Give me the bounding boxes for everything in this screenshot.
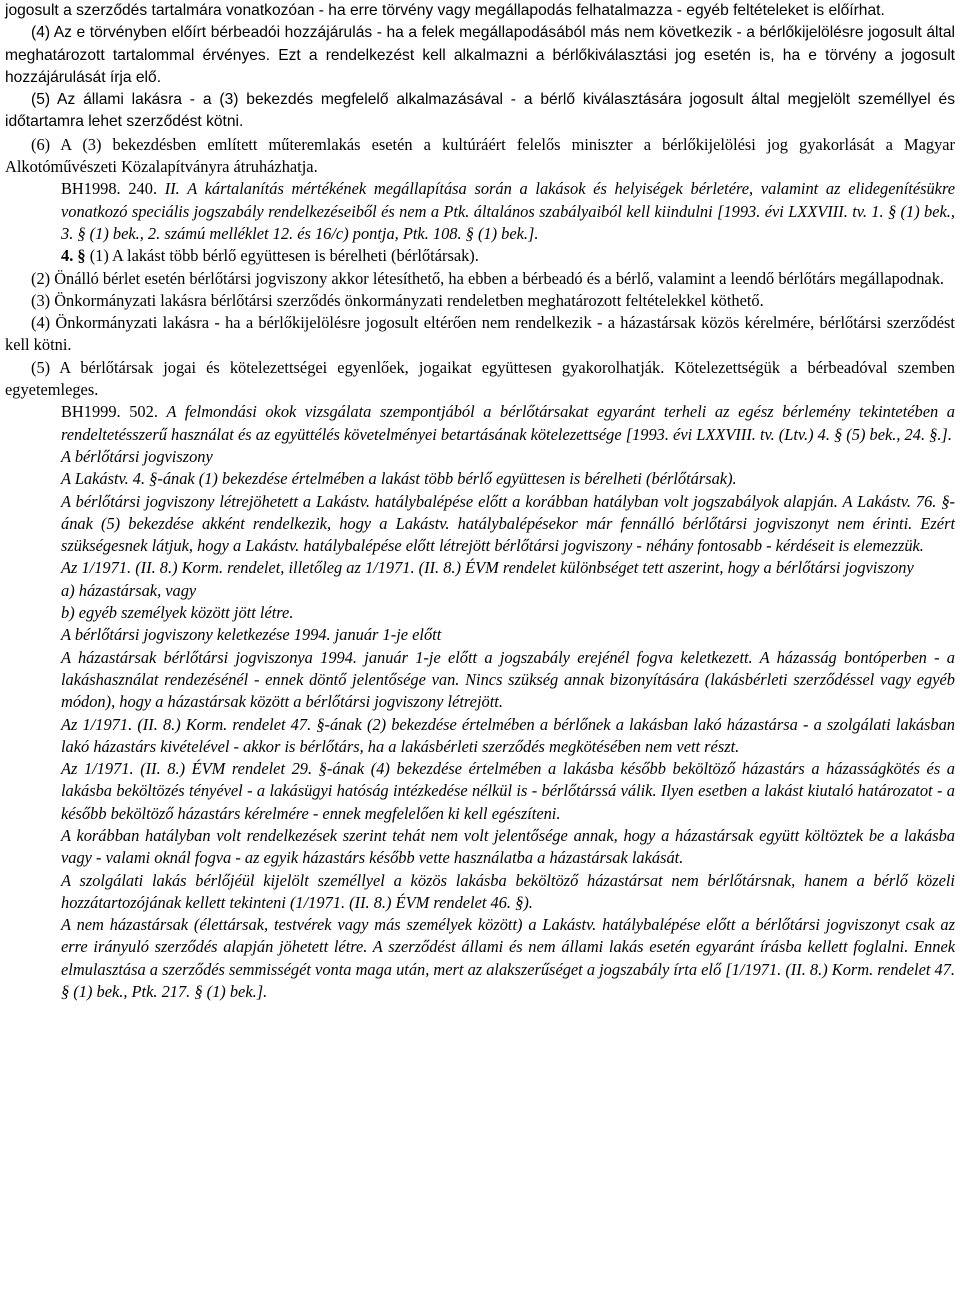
- court-decision-bh1999-502: [5, 401, 955, 446]
- section-4-paragraph-3: (3) Önkormányzati lakásra bérlőtársi szerződés önkormányzati rendeletben meghatározott feltételekkel köthető.: [31, 290, 764, 310]
- commentary-paragraph: Az 1/1971. (II. 8.) ÉVM rendelet 29. §-ának (4) bekezdése értelmében a lakásba később beköltöző házastárs a házasságkötés és a lakásba beköltözés tényével - a lakásügyi hatóság intézkedése nélkül is - bérlőtárssá válik. Ilyen esetben a lakást kiutaló határozatot - a később beköltöző házastárs kérelmére - ennek megfelelően ki kell egészíteni.: [61, 759, 955, 823]
- court-decision-reference: BH1999. 502.: [61, 402, 158, 422]
- section-4-paragraph-4: (4) Önkormányzati lakásra - ha a bérlőkijelölésre jogosult eltérően nem rendelkezik - a házastársak közös kérelmére, bérlőtársi szerződést kell kötni.: [5, 313, 955, 355]
- commentary-subheading: A bérlőtársi jogviszony keletkezése 1994. január 1-je előtt: [61, 625, 442, 645]
- section-4-paragraph-1: (1) A lakást több bérlő együttesen is bérelheti (bérlőtársak).: [89, 246, 479, 266]
- paragraph-section-3-6: (6) A (3) bekezdésben említett műteremlakás esetén a kultúráért felelős miniszter a bérlőkijelölési jog gyakorlását a Magyar Alkotóművészeti Közalapítványra átruházhatja.: [5, 134, 955, 177]
- document-page: [5, 0, 955, 1003]
- court-decision-bh1998-240: [5, 178, 955, 245]
- court-decision-text: A felmondási okok vizsgálata szempontjából a bérlőtársakat egyaránt terheli az egész bérlemény tekintetében a rendeltetésszerű használat és az együttélés követelményei betartásának kötelezettsége [1993. évi LXXVIII. tv. (Ltv.) 4. § (5) bek., 24. §.].: [61, 402, 955, 444]
- commentary-paragraph: Az 1/1971. (II. 8.) Korm. rendelet 47. §-ának (2) bekezdése értelmében a bérlőnek a lakásban lakó házastársa - a szolgálati lakásban lakó házastárs kivételével - akkor is bérlőtárs, ha a lakásbérleti szerződés megkötésében nem vett részt.: [61, 714, 955, 756]
- paragraph-continuation: jogosult a szerződés tartalmára vonatkozóan - ha erre törvény vagy megállapodás felhatalmazza - egyéb feltételeket is előírhat.: [5, 2, 885, 19]
- paragraph-section-3-5: (5) Az állami lakásra - a (3) bekezdés megfelelő alkalmazásával - a bérlő kiválasztására jogosult által megjelölt személlyel és időtartamra lehet szerződést kötni.: [5, 91, 955, 131]
- commentary-paragraph: A bérlőtársi jogviszony létrejöhetett a Lakástv. hatálybalépése előtt a korábban hatályban volt jogszabályok alapján. A Lakástv. 76. §-ának (5) bekezdése akként rendelkezik, hogy a Lakástv. hatálybalépésekor már fennálló bérlőtársi jogviszonyt nem érinti. Ezért szükségesnek látjuk, hogy a Lakástv. hatálybalépése előtt létrejött bérlőtársi jogviszony - néhány fontosabb - kérdéseit is elemezzük.: [61, 491, 955, 556]
- commentary-paragraph: A szolgálati lakás bérlőjéül kijelölt személlyel a közös lakásba beköltöző házastársat nem bérlőtársnak, hanem a bérlő közeli hozzátartozójának kellett tekinteni (1/1971. (II. 8.) ÉVM rendelet 46. §).: [61, 870, 955, 912]
- commentary-paragraph: Az 1/1971. (II. 8.) Korm. rendelet, illetőleg az 1/1971. (II. 8.) ÉVM rendelet különbséget tett aszerint, hogy a bérlőtársi jogviszony: [61, 558, 914, 578]
- commentary-paragraph: A házastársak bérlőtársi jogviszonya 1994. január 1-je előtt a jogszabály erejénél fogva keletkezett. A házasság bontóperben - a lakáshasználat rendezésénél - ennek döntő jelentősége van. Nincs szükség annak bizonyítására (lakásbérleti szerződéssel vagy egyéb módon), hogy a házastársak között a bérlőtársi jogviszony létrejött.: [61, 647, 955, 712]
- section-number: 4. §: [61, 246, 86, 266]
- commentary-heading: A bérlőtársi jogviszony: [61, 446, 213, 466]
- section-4-heading-line: [5, 245, 955, 267]
- commentary-paragraph: A korábban hatályban volt rendelkezések szerint tehát nem volt jelentősége annak, hogy a házastársak együtt költöztek be a lakásba vagy - valami oknál fogva - az egyik házastárs később vette használatba a házastársak lakását.: [61, 825, 955, 868]
- commentary-list-item: a) házastársak, vagy: [61, 580, 197, 600]
- commentary-paragraph: A Lakástv. 4. §-ának (1) bekezdése értelmében a lakást több bérlő együttesen is bérelheti (bérlőtársak).: [61, 469, 737, 489]
- court-decision-reference: BH1998. 240.: [61, 179, 158, 199]
- commentary-paragraph: A nem házastársak (élettársak, testvérek vagy más személyek között) a Lakástv. hatálybalépése előtt a bérlőtársi jogviszonyt csak az erre irányuló szerződés alapján jöhetett létre. A szerződést állami és nem állami lakás esetén egyaránt írásba kellett foglalni. Ennek elmulasztása a szerződés semmisségét vonta maga után, mert az alakszerűséget a jogszabály írta elő [1/1971. (II. 8.) Korm. rendelet 47. § (1) bek., Ptk. 217. § (1) bek.].: [61, 915, 955, 1002]
- section-4-paragraph-2: (2) Önálló bérlet esetén bérlőtársi jogviszony akkor létesíthető, ha ebben a bérbeadó és a bérlő, valamint a leendő bérlőtárs megállapodnak.: [31, 268, 944, 288]
- paragraph-section-3-4: (4) Az e törvényben előírt bérbeadói hozzájárulás - ha a felek megállapodásából más nem következik - a bérlőkijelölésre jogosult által meghatározott tartalommal érvényes. Ezt a rendelkezést kell alkalmazni a bérlőkiválasztási jog esetén is, ha e törvény a jogosult hozzájárulását írja elő.: [5, 24, 955, 86]
- court-decision-text: II. A kártalanítás mértékének megállapítása során a lakások és helyiségek bérletére, valamint az elidegenítésükre vonatkozó speciális jogszabály rendelkezéseiből és nem a Ptk. általános szabályaiból kell kiindulni [1993. évi LXXVIII. tv. 1. § (1) bek., 3. § (1) bek., 2. számú melléklet 12. és 16/c) pontja, Ptk. 108. § (1) bek.].: [61, 179, 955, 243]
- commentary-list-item: b) egyéb személyek között jött létre.: [61, 603, 294, 623]
- section-4-paragraph-5: (5) A bérlőtársak jogai és kötelezettségei egyenlőek, jogaikat együttesen gyakorolhatják. Kötelezettségük a bérbeadóval szemben egyetemleges.: [5, 357, 955, 400]
